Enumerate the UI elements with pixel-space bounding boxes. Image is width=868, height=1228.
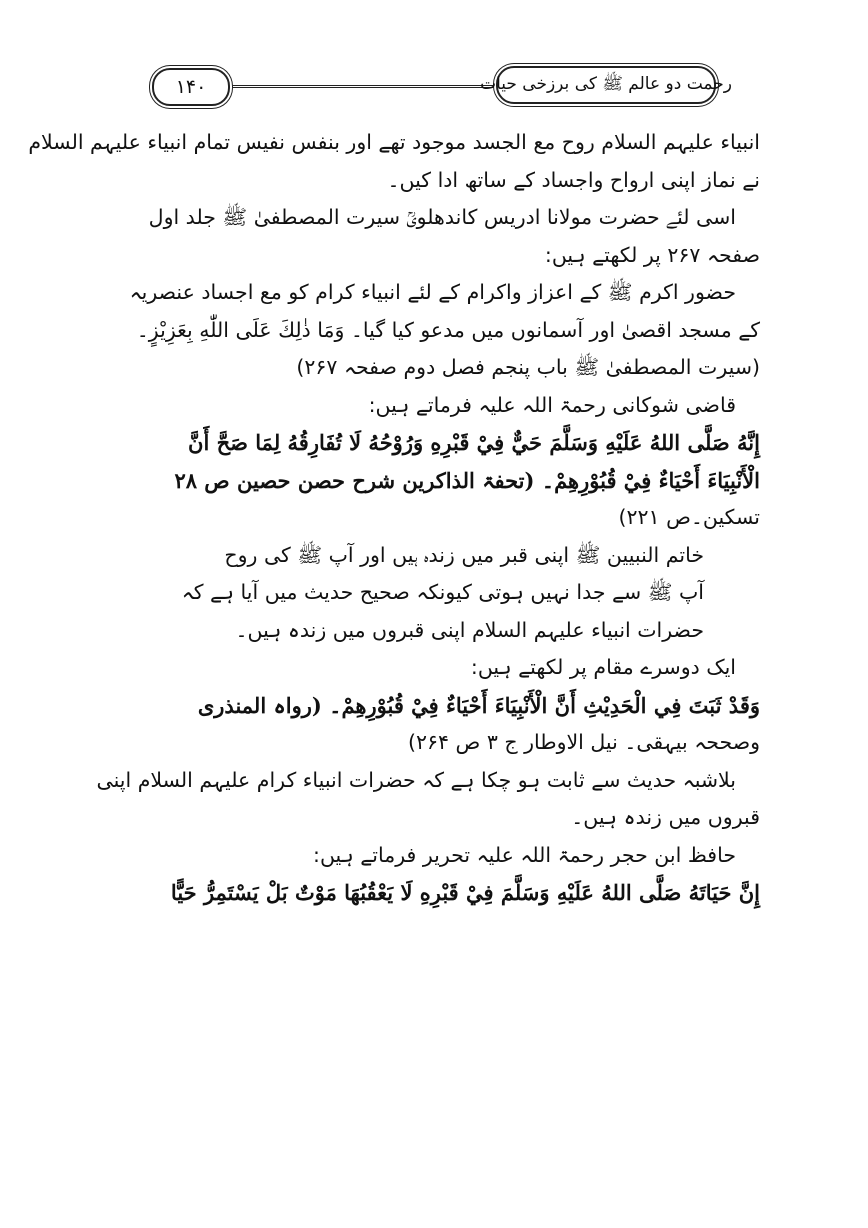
text-line: حافظ ابن حجر رحمۃ اللہ علیہ تحریر فرماتے ہیں: — [313, 842, 736, 867]
header-rule — [190, 85, 500, 88]
citation-line: تسکین۔ص ۲۲۱) — [618, 505, 760, 529]
text-line: بلاشبہ حدیث سے ثابت ہو چکا ہے کہ حضرات انبیاء کرام علیہم السلام اپنی — [96, 767, 736, 792]
running-title: رحمت دو عالم ﷺ کی برزخی حیات — [480, 73, 732, 94]
text-line: ایک دوسرے مقام پر لکھتے ہیں: — [470, 655, 736, 679]
arabic-quote-line: إِنَّهُ صَلَّى اللهُ عَلَيْهِ وَسَلَّمَ حَيٌّ فِيْ قَبْرِهِ وَرُوْحُهُ لَا تُفَارِقُهُ لِمَا صَحَّ أَنَّ — [188, 430, 760, 455]
text-line: حضرات انبیاء علیہم السلام اپنی قبروں میں زندہ ہیں۔ — [235, 617, 704, 642]
text-line: اسی لئے حضرت مولانا ادریس کاندھلویؒ سیرت المصطفیٰ ﷺ جلد اول — [148, 205, 736, 229]
text-line: نے نماز اپنی ارواح واجساد کے ساتھ ادا کیں۔ — [387, 167, 760, 192]
text-line: خاتم النبیین ﷺ اپنی قبر میں زندہ ہیں اور آپ ﷺ کی روح — [224, 542, 704, 567]
text-line: قبروں میں زندہ ہیں۔ — [571, 805, 760, 829]
page-number-badge — [152, 68, 230, 106]
citation-line: وصححہ بیہقی۔ نیل الاوطار ج ۳ ص ۲۶۴) — [407, 730, 760, 754]
text-line: حضور اکرم ﷺ کے اعزاز واکرام کے لئے انبیاء کرام کو مع اجساد عنصریہ — [129, 280, 736, 304]
arabic-quote-line: الْأَنْبِيَاءَ أَحْيَاءٌ فِيْ قُبُوْرِهِمْ۔ (تحفۃ الذاکرین شرح حصن حصین ص ۲۸ — [174, 467, 760, 493]
arabic-quote-line: إِنَّ حَيَاتَهُ صَلَّى اللهُ عَلَيْهِ وَسَلَّمَ فِيْ قَبْرِهِ لَا يَعْقُبُهَا مَوْتٌ بَلْ يَسْتَمِرُّ حَيًّا — [170, 880, 760, 905]
page-body — [28, 124, 760, 912]
page-number: ۱۴۰ — [175, 76, 207, 98]
citation-line: (سیرت المصطفیٰ ﷺ باب پنجم فصل دوم صفحہ ۲۶۷) — [296, 355, 760, 379]
running-title-badge — [480, 66, 732, 104]
text-line: قاضی شوکانی رحمۃ اللہ علیہ فرماتے ہیں: — [368, 392, 736, 417]
text-line: صفحہ ۲۶۷ پر لکھتے ہیں: — [544, 242, 760, 267]
text-line: انبیاء علیہم السلام روح مع الجسد موجود تھے اور بنفس نفیس تمام انبیاء علیہم السلام — [28, 130, 760, 154]
text-line: کے مسجد اقصیٰ اور آسمانوں میں مدعو کیا گیا۔ وَمَا ذٰلِكَ عَلَى اللّٰهِ بِعَزِيْزٍ۔ — [136, 317, 760, 342]
text-line: آپ ﷺ سے جدا نہیں ہوتی کیونکہ صحیح حدیث میں آیا ہے کہ — [181, 580, 704, 604]
arabic-quote-line: وَقَدْ ثَبَتَ فِي الْحَدِيْثِ أَنَّ الْأَنْبِيَاءَ أَحْيَاءٌ فِيْ قُبُوْرِهِمْ۔ (رواہ المنذری — [197, 692, 760, 718]
